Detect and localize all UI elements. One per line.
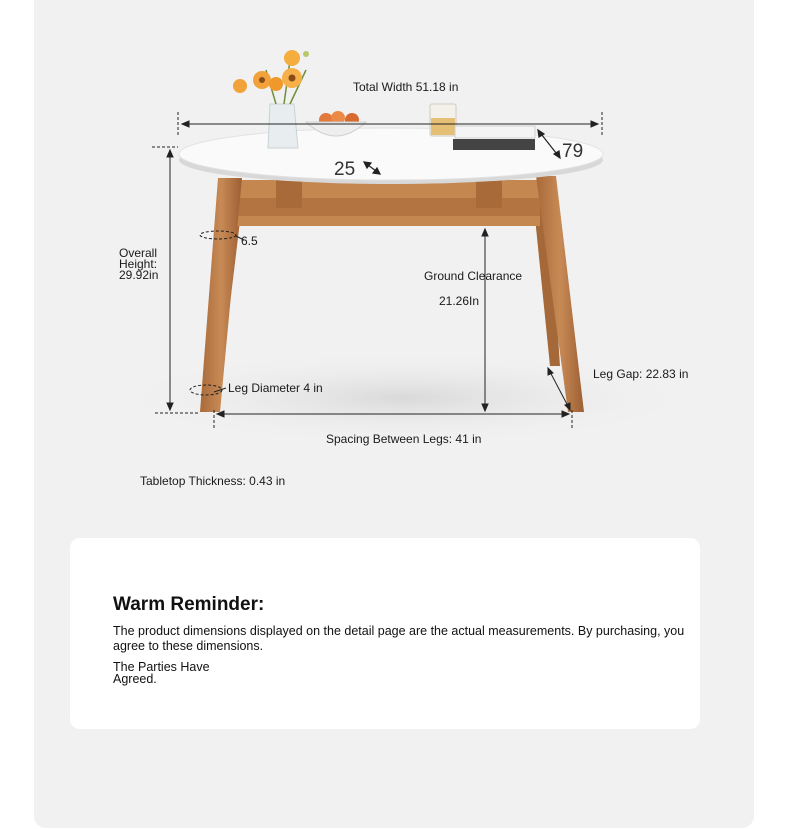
leg-spacing-label: Spacing Between Legs: 41 in — [326, 432, 482, 446]
apron-bracket-right — [476, 180, 502, 208]
leg-diameter-label: Leg Diameter 4 in — [228, 381, 323, 395]
warm-reminder-card — [70, 538, 700, 729]
reminder-signoff: The Parties Have Agreed. — [113, 660, 210, 686]
depth-right-label: 79 — [562, 141, 584, 162]
drink-glass-decor — [430, 104, 456, 136]
reminder-title: Warm Reminder: — [113, 594, 265, 615]
tabletop-thickness-label: Tabletop Thickness: 0.43 in — [140, 474, 286, 488]
depth-left-label: 25 — [334, 159, 356, 180]
books-decor — [453, 126, 535, 150]
ground-clearance-value: 21.26In — [439, 294, 480, 308]
ground-clearance-label: Ground Clearance — [424, 269, 523, 283]
overall-height-label: Overall Height: 29.92in — [119, 246, 159, 282]
reminder-body: The product dimensions displayed on the detail page are the actual measurements. By purchasing, you agree to these dimensions. — [113, 624, 685, 653]
apron-depth-label: 6.5 — [241, 234, 258, 248]
apron-bracket-left — [276, 180, 302, 208]
total-width-label: Total Width 51.18 in — [353, 80, 459, 94]
leg-gap-label: Leg Gap: 22.83 in — [593, 367, 689, 381]
